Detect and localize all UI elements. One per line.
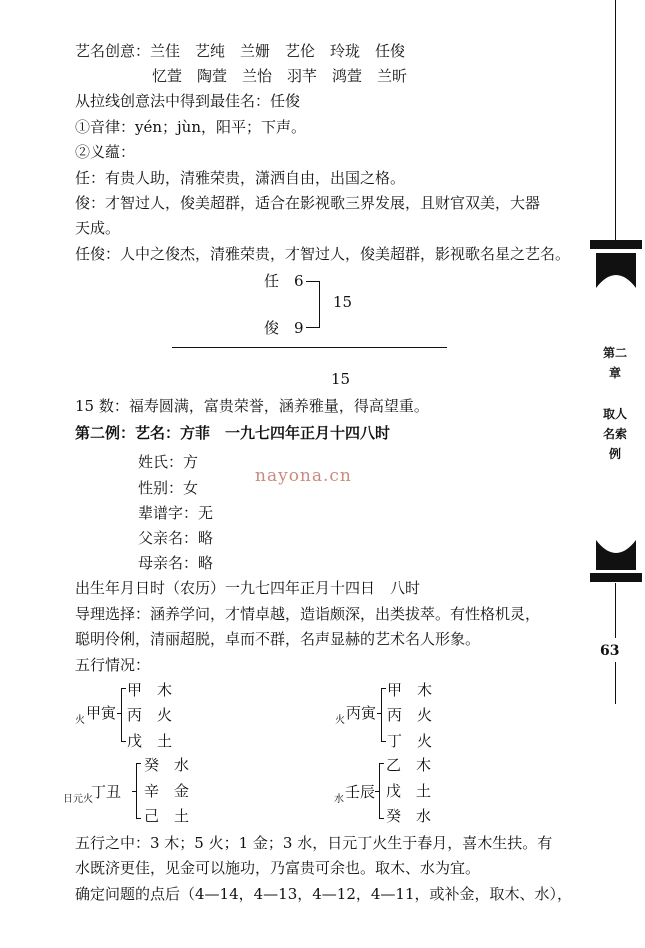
text-line: 母亲名：略	[138, 554, 214, 572]
pillar-brace	[136, 818, 141, 819]
pillar-brace	[136, 763, 137, 819]
pillar-brace	[121, 688, 122, 742]
pillar-brace	[375, 791, 379, 792]
side-rule	[615, 0, 616, 240]
calc-sum: 15	[333, 293, 353, 311]
text-line: 聪明伶俐，清丽超脱，卓而不群，名声显赫的艺术名人形象。	[75, 630, 481, 648]
pillar-item: 辛 金	[144, 782, 190, 800]
pillar-brace	[136, 763, 141, 764]
text-line: 姓氏：方	[138, 453, 199, 471]
text-line: 父亲名：略	[138, 529, 214, 547]
pillar-item: 癸 水	[144, 756, 190, 774]
pillar-item: 丁 火	[387, 732, 433, 750]
pillar-brace	[381, 688, 382, 742]
text-line: 辈谱字：无	[138, 504, 214, 522]
text-line: 天成。	[75, 219, 121, 237]
pillar-label: 甲寅	[86, 704, 117, 722]
pillar-prefix: 水	[334, 794, 344, 805]
text-line: 五行之中：3 木；5 火；1 金；3 水，日元丁火生于春月，喜木生扶。有	[75, 834, 553, 852]
pillar-prefix: 火	[335, 715, 345, 726]
text-line: 俊：才智过人，俊美超群，适合在影视歌三界发展，且财官双美，大器	[75, 194, 541, 212]
pillar-brace	[132, 791, 136, 792]
text-line: 15 数：福寿圆满，富贵荣誉，涵养雅量，得高望重。	[75, 397, 429, 415]
calc-num-1: 6	[294, 272, 304, 290]
text-line: 性别：女	[138, 479, 199, 497]
pillar-item: 丙 火	[127, 706, 173, 724]
chapter-tab-bottom	[590, 540, 642, 582]
text-line: 任俊：人中之俊杰，清雅荣贵，才智过人，俊美超群，影视歌名星之艺名。	[75, 245, 571, 263]
pillar-brace	[379, 763, 384, 764]
divider	[172, 347, 447, 348]
page-number: 63	[600, 643, 620, 659]
pillar-brace	[377, 713, 381, 714]
calc-total: 15	[331, 370, 351, 388]
calc-bracket	[306, 327, 320, 328]
side-rule	[615, 662, 616, 704]
text-line: ②义蕴：	[75, 143, 136, 161]
pillar-item: 丙 火	[387, 706, 433, 724]
text-line: 忆萱 陶萱 兰怡 羽芊 鸿萱 兰昕	[152, 67, 408, 85]
pillar-brace	[381, 741, 386, 742]
pillar-brace	[117, 713, 121, 714]
calc-bracket	[306, 281, 320, 282]
pillar-item: 戊 土	[386, 782, 432, 800]
example-heading: 第二例：艺名：方菲 一九七四年正月十四八时	[75, 424, 391, 442]
watermark: nayona.cn	[255, 466, 352, 486]
text-line: 任：有贵人助，清雅荣贵，潇洒自由，出国之格。	[75, 169, 406, 187]
pillar-item: 癸 水	[386, 807, 432, 825]
text-line: 出生年月日时（农历）一九七四年正月十四日 八时	[75, 579, 421, 597]
pillar-item: 戊 土	[127, 732, 173, 750]
pillar-item: 己 土	[144, 807, 190, 825]
pillar-brace	[381, 688, 386, 689]
text-line: 确定问题的点后（4—14，4—13，4—12，4—11，或补金，取木、水），	[75, 885, 573, 903]
text-line: 从拉线创意法中得到最佳名：任俊	[75, 92, 301, 110]
pillar-item: 甲 木	[387, 681, 433, 699]
text-line: ①音律：yén；jùn，阳平；下声。	[75, 118, 306, 136]
chapter-title: 取人名索例	[603, 407, 628, 461]
pillar-brace	[121, 741, 126, 742]
text-line: 导理选择：涵养学问，才情卓越，造诣颇深，出类拔萃。有性格机灵，	[75, 605, 541, 623]
pillar-prefix: 火	[75, 715, 85, 726]
pillar-brace	[379, 763, 380, 819]
calc-char-2: 俊	[264, 319, 280, 337]
calc-num-2: 9	[294, 319, 304, 337]
pillar-label: 壬辰	[345, 783, 376, 801]
chapter-tab-top	[590, 240, 642, 288]
text-line: 艺名创意：兰佳 艺纯 兰姗 艺伦 玲珑 任俊	[75, 42, 406, 60]
pillar-brace	[121, 688, 126, 689]
chapter-label: 第二章	[603, 346, 628, 380]
pillar-item: 甲 木	[127, 681, 173, 699]
text-line: 水既济更佳，见金可以施功，乃富贵可余也。取木、水为宜。	[75, 859, 481, 877]
pillar-label: 丁丑	[91, 783, 122, 801]
calc-char-1: 任	[264, 272, 280, 290]
pillar-label: 丙寅	[346, 704, 377, 722]
text-line: 五行情况：	[75, 656, 151, 674]
side-rule	[615, 583, 616, 638]
pillar-item: 乙 木	[386, 756, 432, 774]
calc-bracket	[319, 281, 320, 328]
pillar-brace	[379, 818, 384, 819]
pillar-prefix: 日元火	[63, 794, 93, 805]
